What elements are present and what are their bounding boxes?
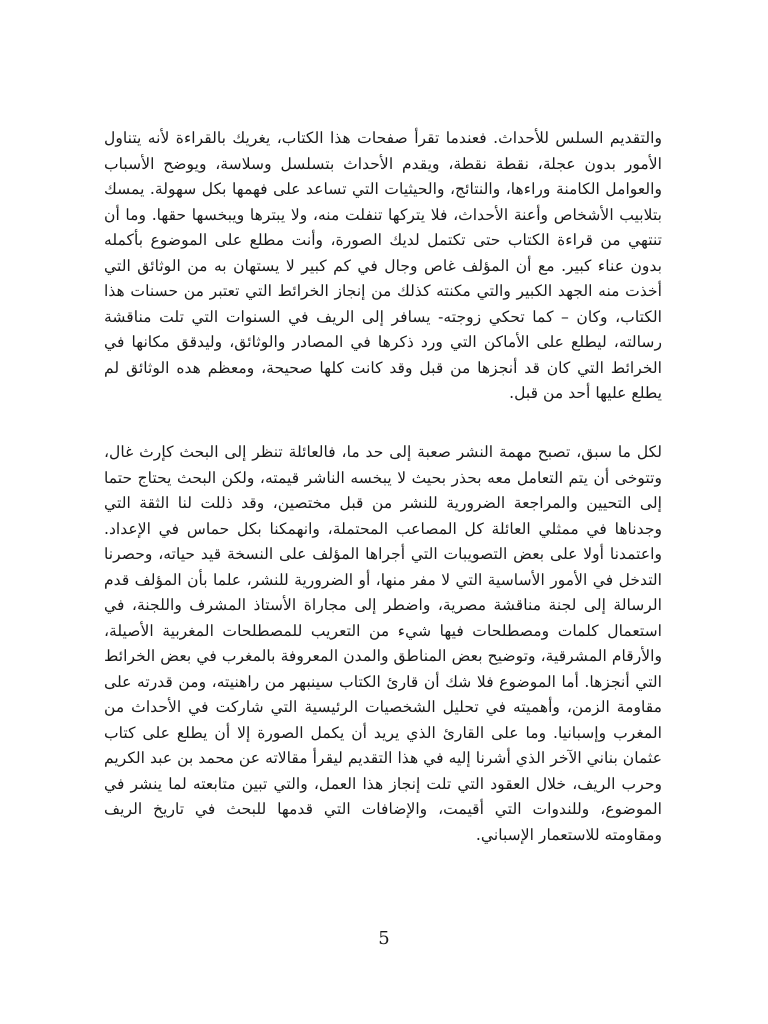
body-paragraph-1: والتقديم السلس للأحداث. فعندما تقرأ صفحات هذا الكتاب، يغريك بالقراءة لأنه يتناول الأمور بدون عجلة، نقطة نقطة، ويقدم الأحداث بتسلسل وسلاسة، ويوضح الأسباب والعوامل الكامنة وراءها، والنتائج، والحيثيات التي تساعد على فهمها بكل سهولة. يمسك بتلابيب الأشخاص وأعنة الأحداث، فلا يتركها تنفلت منه، ولا يبترها ويبخسها حقها. وما أن تنتهي من قراءة الكتاب حتى تكتمل لديك الصورة، وأنت مطلع على الموضوع بأكمله بدون عناء كبير. مع أن المؤلف غاص وجال في كم كبير لا يستهان به من الوثائق التي أخذت منه الجهد الكبير والتي مكنته كذلك من إنجاز الخرائط التي تعتبر من حسنات هذا الكتاب، وكان – كما تحكي زوجته- يسافر إلى الريف في السنوات التي تلت مناقشة رسالته، ليطلع على الأماكن التي ورد ذكرها في المصادر والوثائق، وليدقق مكانها في الخرائط التي كان قد أنجزها من قبل وقد كانت كلها صحيحة، ومعظم هده الوثائق لم يطلع عليها أحد من قبل. — [104, 129, 662, 402]
body-paragraph-2: لكل ما سبق، تصبح مهمة النشر صعبة إلى حد ما، فالعائلة تنظر إلى البحث كإرث غال، وتتوخى أن يتم التعامل معه بحذر بحيث لا يبخسه الناشر قيمته، ولكن البحث يحتاج حتما إلى التحيين والمراجعة الضرورية للنشر من قبل مختصين، وقد ذللت لنا الثقة التي وجدناها في ممثلي العائلة كل المصاعب المحتملة، وانهمكنا بكل حماس في الإعداد. واعتمدنا أولا على بعض التصويبات التي أجراها المؤلف على النسخة قيد حياته، وحصرنا التدخل في الأمور الأساسية التي لا مفر منها، أو الضرورية للنشر، علما بأن المؤلف قدم الرسالة إلى لجنة مناقشة مصرية، واضطر إلى مجاراة الأستاذ المشرف واللجنة، في استعمال كلمات ومصطلحات فيها شيء من التعريب للمصطلحات المغربية الأصيلة، والأرقام المشرقية، وتوضيح بعض المناطق والمدن المعروفة بالمغرب في بعض الخرائط التي أنجزها. أما الموضوع فلا شك أن قارئ الكتاب سينبهر من راهنيته، ومن قدرته على مقاومة الزمن، وأهميته في تحليل الشخصيات الرئيسية التي شاركت في الأحداث من المغرب وإسبانيا. وما على القارئ الذي يريد أن يكمل الصورة إلا أن يطلع على كتاب عثمان بناني الآخر الذي أشرنا إليه في هذا التقديم ليقرأ مقالاته عن محمد بن عبد الكريم وحرب الريف، خلال العقود التي تلت إنجاز هذا العمل، والتي تبين متابعته لما ينشر في الموضوع، وللندوات التي أقيمت، والإضافات التي قدمها للبحث في تاريخ الريف ومقاومته للاستعمار الإسباني. — [104, 443, 662, 844]
page-number: 5 — [378, 928, 390, 949]
